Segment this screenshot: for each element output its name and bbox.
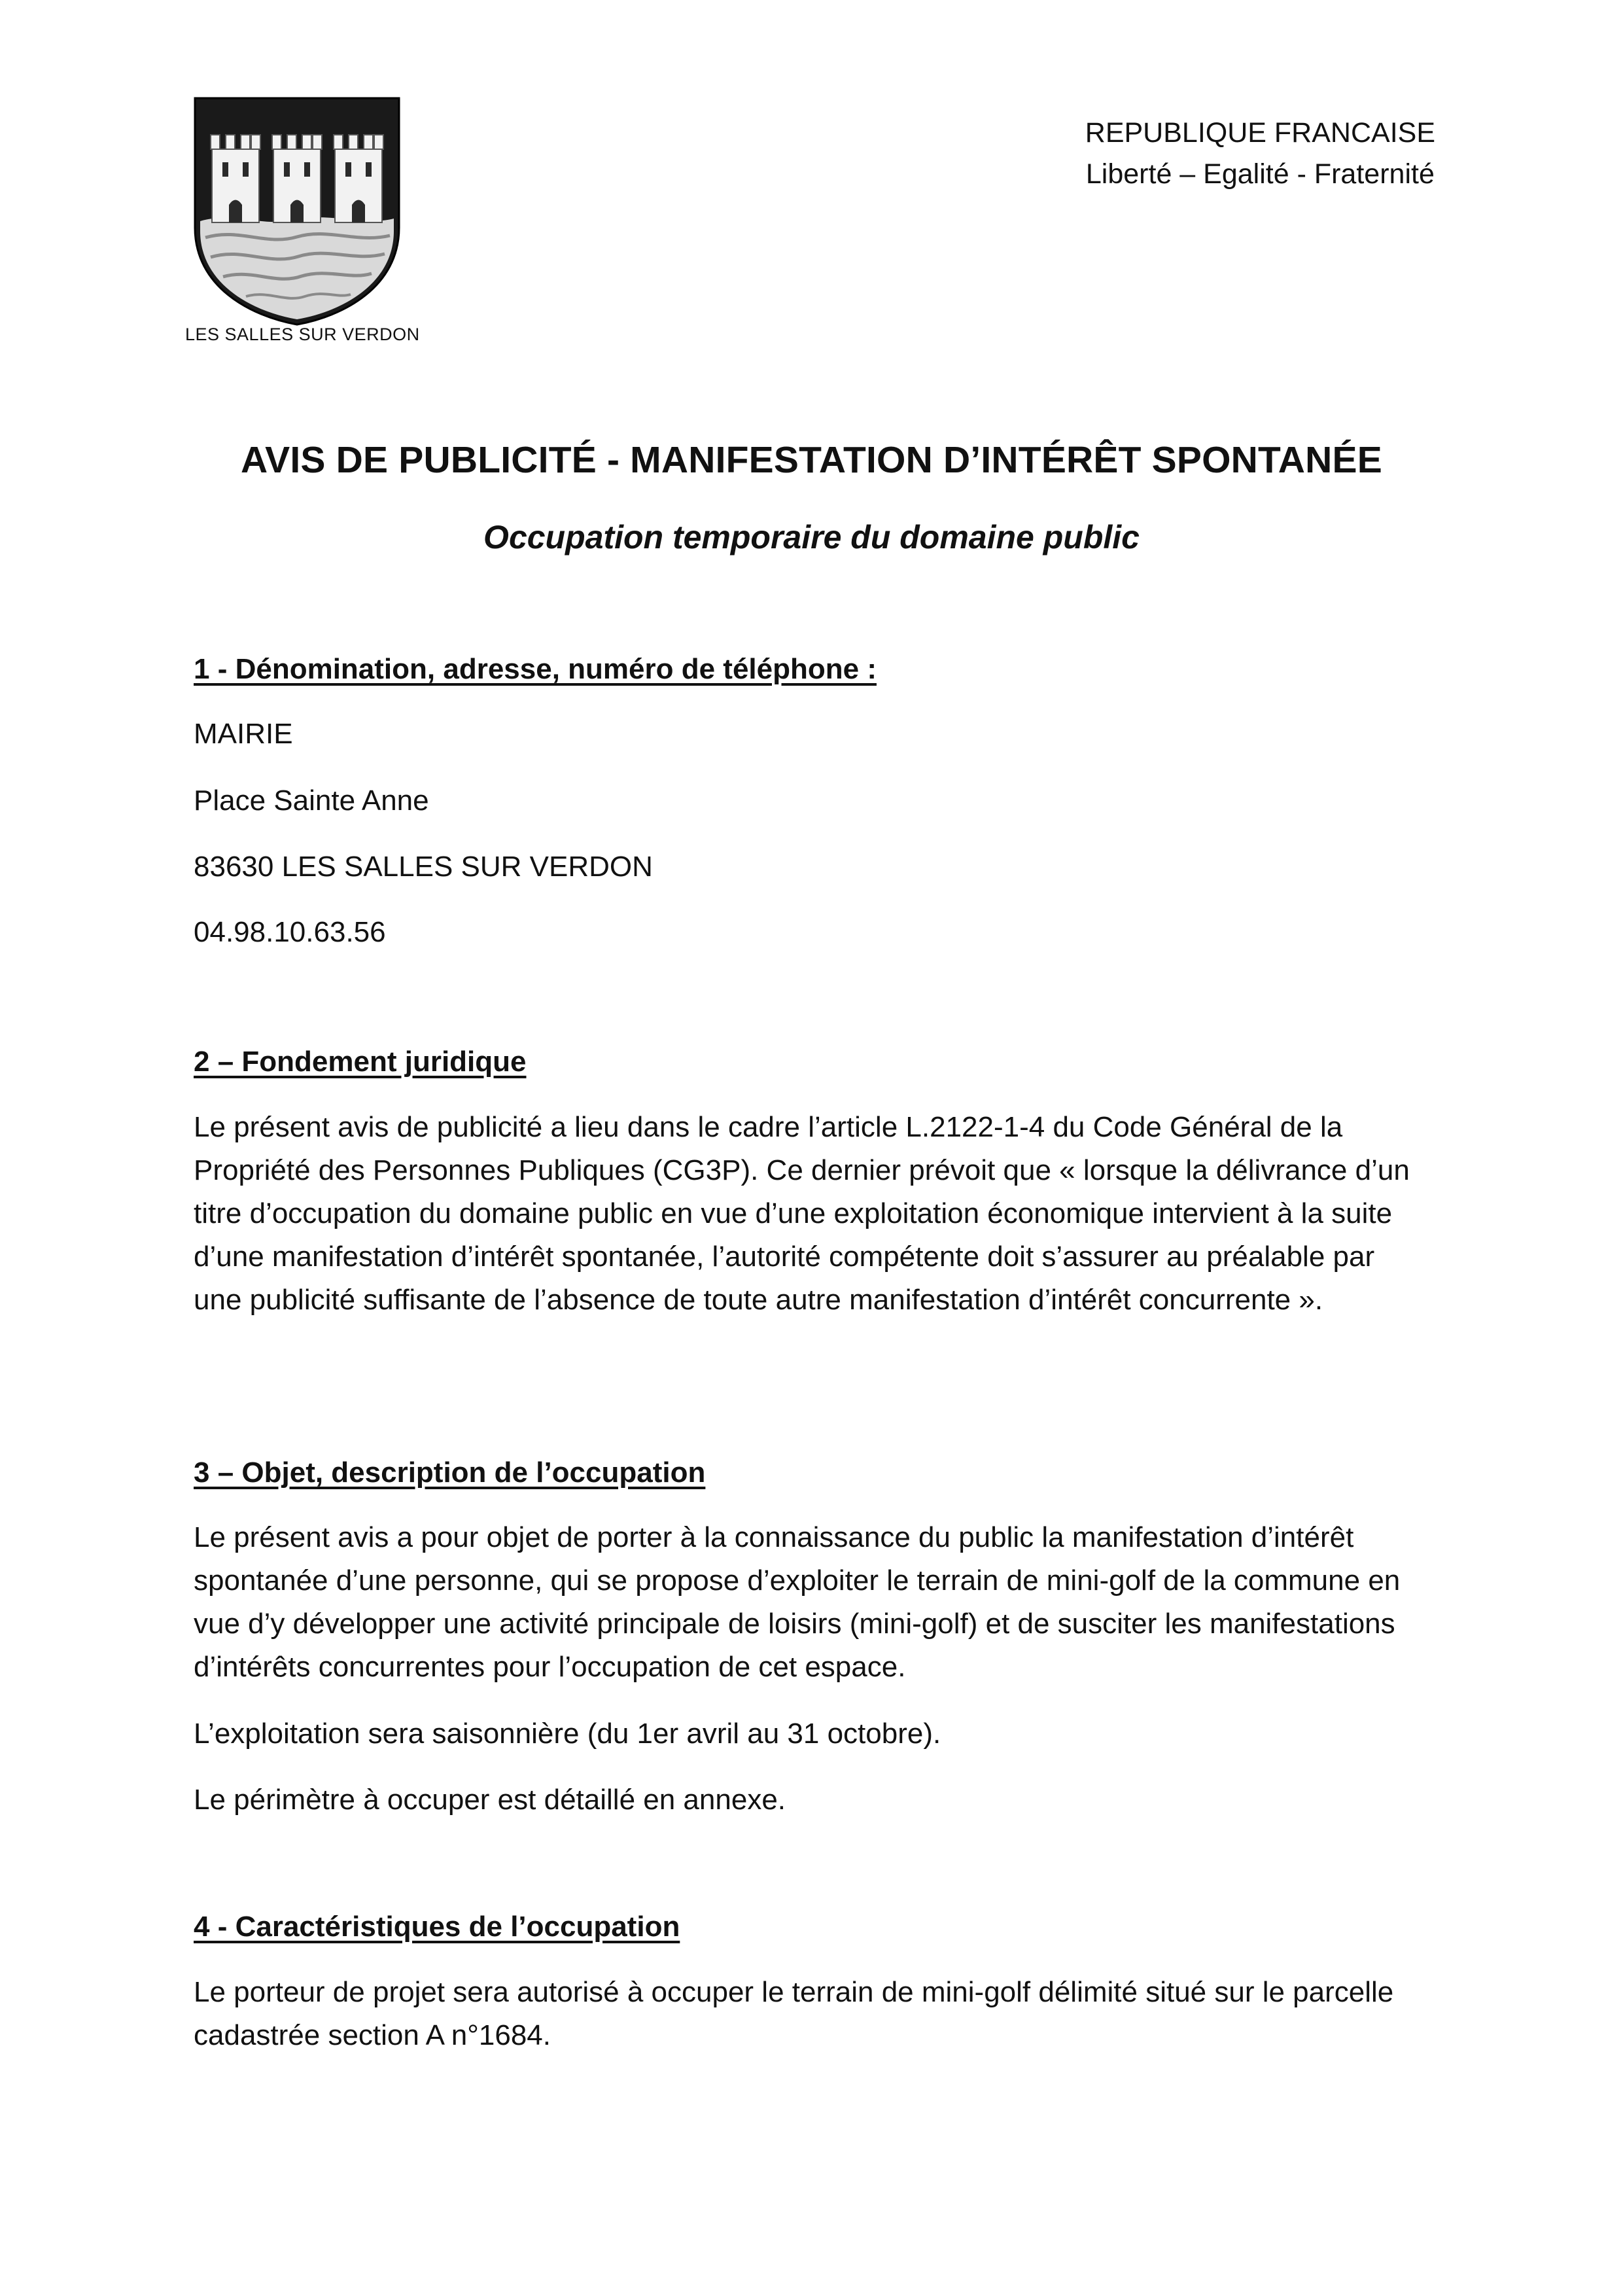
section-3-paragraph: L’exploitation sera saisonnière (du 1er avril au 31 octobre). [194, 1718, 941, 1750]
address-line: MAIRIE [194, 718, 293, 750]
republic-motto: Liberté – Egalité - Fraternité [1085, 158, 1435, 190]
section-3-paragraph: Le périmètre à occuper est détaillé en annexe. [194, 1784, 786, 1816]
address-line: Place Sainte Anne [194, 785, 429, 817]
section-1-heading: 1 - Dénomination, adresse, numéro de téléphone : [194, 653, 877, 685]
section-3-heading: 3 – Objet, description de l’occupation [194, 1457, 706, 1489]
section-4-paragraph: Le porteur de projet sera autorisé à occuper le terrain de mini-golf délimité situé sur le parcelle cadastrée section A n°1684. [194, 1976, 1394, 2051]
coat-of-arms-logo [194, 97, 400, 326]
document-title: AVIS DE PUBLICITÉ - MANIFESTATION D’INTÉRÊT SPONTANÉE [241, 439, 1382, 481]
section-3-paragraph: Le présent avis a pour objet de porter à la connaissance du public la manifestation d’intérêt spontanée d’une personne, qui se propose d’exploiter le terrain de mini-golf de la commune en vue d’y développer une activité principale de loisirs (mini-golf) et de susciter les manifestations d’intérêts concurrentes pour l’occupation de cet espace. [194, 1521, 1401, 1683]
republic-header [1085, 113, 1435, 195]
section-2-paragraph: Le présent avis de publicité a lieu dans le cadre l’article L.2122-1-4 du Code Général de la Propriété des Personnes Publiques (CG3P). Ce dernier prévoit que « lorsque la délivrance d’un titre d’occupation du domaine public en vue d’une exploitation économique intervient à la suite d’une manifestation d’intérêt spontanée, l’autorité compétente doit s’assurer au préalable par une publicité suffisante de l’absence de toute autre manifestation d’intérêt concurrente ». [194, 1111, 1410, 1316]
document-subtitle: Occupation temporaire du domaine public [483, 519, 1140, 556]
republic-title: REPUBLIQUE FRANCAISE [1085, 117, 1435, 149]
commune-name: LES SALLES SUR VERDON [185, 325, 420, 344]
section-4-heading: 4 - Caractéristiques de l’occupation [194, 1911, 680, 1943]
address-line: 83630 LES SALLES SUR VERDON [194, 851, 653, 883]
phone-number: 04.98.10.63.56 [194, 916, 386, 948]
section-2-heading: 2 – Fondement juridique [194, 1046, 527, 1078]
